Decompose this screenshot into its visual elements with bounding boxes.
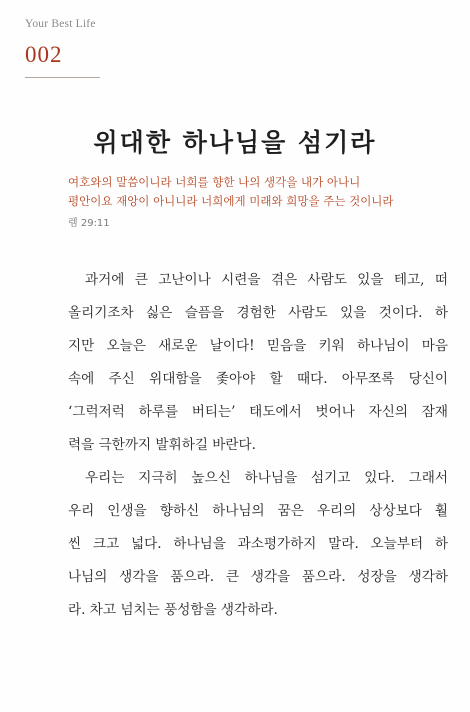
text-line: ‘그럭저럭 하루를 버티는’ 태도에서 벗어나 자신의 잠재 — [68, 404, 448, 420]
verse-reference: 렘 29:11 — [68, 218, 110, 229]
text-line: 우리는 지극히 높으신 하나님을 섬기고 있다. 그래서 — [85, 470, 448, 486]
text-line: 씬 크고 넓다. 하나님을 과소평가하지 말라. 오늘부터 하 — [68, 536, 448, 552]
text-line: 지만 오늘은 새로운 날이다! 믿음을 키워 하나님이 마음 — [68, 338, 448, 354]
verse-line: 평안이요 재앙이 아니니라 너희에게 미래와 희망을 주는 것이니라 — [68, 194, 394, 208]
scripture-verse — [68, 173, 438, 211]
entry-number: 002 — [25, 42, 63, 67]
text-line: 우리 인생을 향하신 하나님의 꿈은 우리의 상상보다 훨 — [68, 503, 448, 519]
text-line: 속에 주신 위대함을 좇아야 할 때다. 아무쪼록 당신이 — [68, 371, 448, 387]
text-line: 력을 극한까지 발휘하길 바란다. — [68, 437, 256, 453]
text-line: 라. 차고 넘치는 풍성함을 생각하라. — [68, 602, 278, 618]
paragraph-2 — [68, 462, 448, 627]
series-title: Your Best Life — [25, 18, 96, 30]
header-divider — [25, 77, 100, 78]
text-line: 과거에 큰 고난이나 시련을 겪은 사람도 있을 테고, 떠 — [85, 272, 448, 288]
text-line: 나님의 생각을 품으라. 큰 생각을 품으라. 성장을 생각하 — [68, 569, 448, 585]
body-text — [68, 264, 448, 627]
paragraph-1 — [68, 264, 448, 462]
verse-line: 여호와의 말씀이니라 너희를 향한 나의 생각을 내가 아나니 — [68, 175, 361, 189]
text-line: 올리기조차 싫은 슬픔을 경험한 사람도 있을 것이다. 하 — [68, 305, 448, 321]
page-title: 위대한 하나님을 섬기라 — [93, 128, 377, 157]
